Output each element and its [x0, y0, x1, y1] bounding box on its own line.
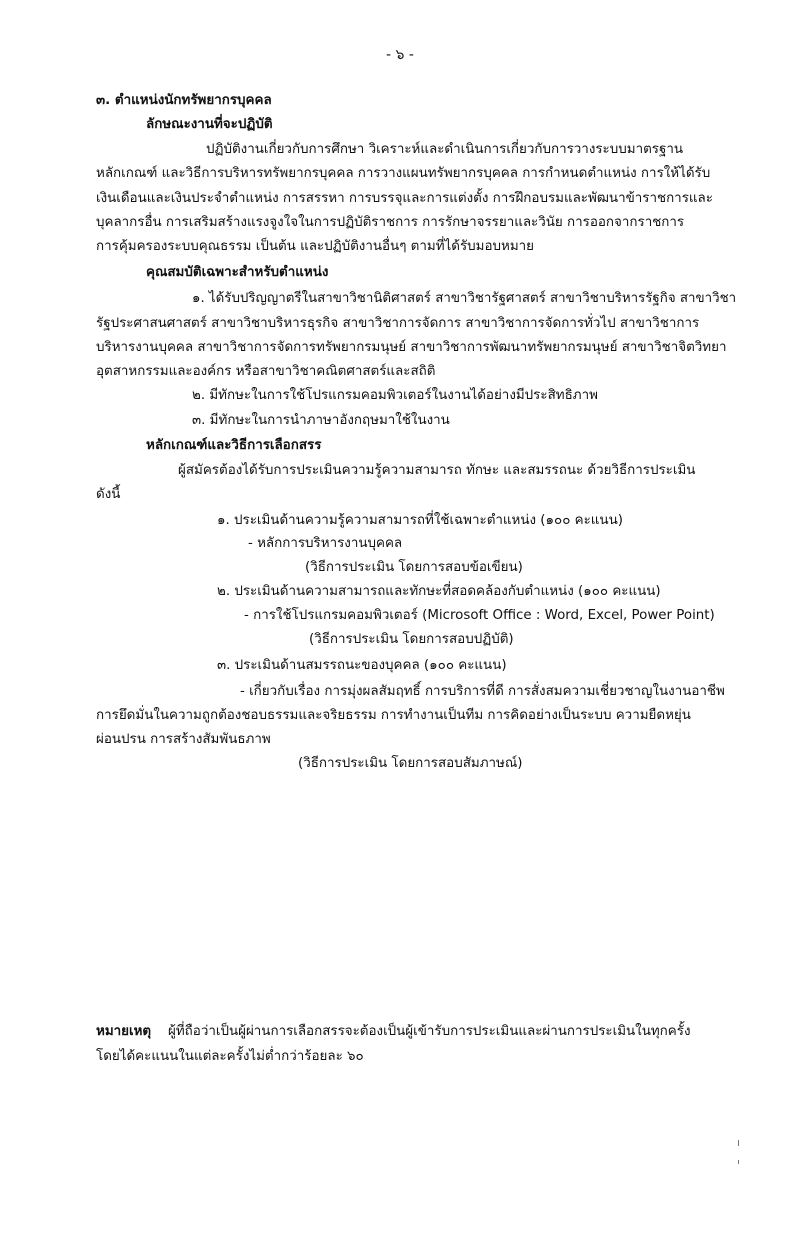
selection-label: หลักเกณฑ์และวิธีการเลือกสรร — [146, 438, 322, 453]
note-label: หมายเหตุ — [96, 1024, 152, 1039]
scan-artifact — [738, 1140, 739, 1146]
paragraph-line: การคุ้มครองระบบคุณธรรม เป็นต้น และปฏิบัติงานอื่นๆ ตามที่ได้รับมอบหมาย — [96, 239, 535, 254]
qualification-item-2: ๒. มีทักษะในการใช้โปรแกรมคอมพิวเตอร์ในงานได้อย่างมีประสิทธิภาพ — [192, 388, 598, 403]
criterion-method: (วิธีการประเมิน โดยการสอบข้อเขียน) — [305, 560, 523, 575]
note-line: โดยได้คะแนนในแต่ละครั้งไม่ต่ำกว่าร้อยละ ๖๐ — [96, 1049, 364, 1064]
criterion-method: (วิธีการประเมิน โดยการสอบสัมภาษณ์) — [298, 756, 523, 771]
paragraph-line: บุคลากรอื่น การเสริมสร้างแรงจูงใจในการปฏิบัติราชการ การรักษาจรรยาและวินัย การออกจากราชการ — [96, 215, 685, 230]
paragraph-line: อุตสาหกรรมและองค์กร หรือสาขาวิชาคณิตศาสตร์และสถิติ — [96, 364, 436, 379]
criterion-detail: - หลักการบริหารงานบุคคล — [248, 536, 403, 551]
selection-intro-line: ผู้สมัครต้องได้รับการประเมินความรู้ความสามารถ ทักษะ และสมรรถนะ ด้วยวิธีการประเมิน — [178, 463, 696, 478]
criterion-detail-line: ผ่อนปรน การสร้างสัมพันธภาพ — [96, 732, 271, 747]
criterion-title: ๓. ประเมินด้านสมรรถนะของบุคคล (๑๐๐ คะแนน) — [217, 658, 507, 673]
criterion-detail: - การใช้โปรแกรมคอมพิวเตอร์ (Microsoft Office : Word, Excel, Power Point) — [244, 608, 715, 623]
qualifications-label: คุณสมบัติเฉพาะสำหรับตำแหน่ง — [146, 265, 329, 280]
criterion-detail-line: - เกี่ยวกับเรื่อง การมุ่งผลสัมฤทธิ์ การบริการที่ดี การสั่งสมความเชี่ยวชาญในงานอาชีพ — [240, 684, 725, 699]
paragraph-line: หลักเกณฑ์ และวิธีการบริหารทรัพยากรบุคคล การวางแผนทรัพยากรบุคคล การกำหนดตำแหน่ง การให้ได้รับ — [96, 166, 711, 181]
duties-label: ลักษณะงานที่จะปฏิบัติ — [146, 117, 273, 132]
section-heading: ๓. ตำแหน่งนักทรัพยากรบุคคล — [96, 93, 272, 108]
page-number: - ๖ - — [386, 47, 414, 63]
note-line: ผู้ที่ถือว่าเป็นผู้ผ่านการเลือกสรรจะต้องเป็นผู้เข้ารับการประเมินและผ่านการประเมินในทุกครั้ง — [168, 1024, 691, 1039]
paragraph-line: บริหารงานบุคคล สาขาวิชาการจัดการทรัพยากรมนุษย์ สาขาวิชาการพัฒนาทรัพยากรมนุษย์ สาขาวิชาจิตวิทยา — [96, 340, 727, 355]
paragraph-line: ๑. ได้รับปริญญาตรีในสาขาวิชานิติศาสตร์ สาขาวิชารัฐศาสตร์ สาขาวิชาบริหารรัฐกิจ สาขาวิชา — [192, 291, 737, 306]
selection-intro-line: ดังนี้ — [96, 487, 121, 502]
paragraph-line: รัฐประศาสนศาสตร์ สาขาวิชาบริหารธุรกิจ สาขาวิชาการจัดการ สาขาวิชาการจัดการทั่วไป สาขาวิชาการ — [96, 316, 700, 331]
criterion-method: (วิธีการประเมิน โดยการสอบปฏิบัติ) — [309, 632, 514, 647]
paragraph-line: เงินเดือนและเงินประจำตำแหน่ง การสรรหา การบรรจุและการแต่งตั้ง การฝึกอบรมและพัฒนาข้าราชการและ — [96, 191, 713, 206]
qualification-item-3: ๓. มีทักษะในการนำภาษาอังกฤษมาใช้ในงาน — [192, 413, 450, 428]
criterion-title: ๒. ประเมินด้านความสามารถและทักษะที่สอดคล้องกับตำแหน่ง (๑๐๐ คะแนน) — [217, 584, 661, 599]
paragraph-line: ปฏิบัติงานเกี่ยวกับการศึกษา วิเคราะห์และดำเนินการเกี่ยวกับการวางระบบมาตรฐาน — [206, 142, 684, 157]
scan-artifact — [738, 1160, 739, 1164]
criterion-detail-line: การยึดมั่นในความถูกต้องชอบธรรมและจริยธรรม การทำงานเป็นทีม การคิดอย่างเป็นระบบ ความยืดหยุ่น — [96, 708, 691, 723]
criterion-title: ๑. ประเมินด้านความรู้ความสามารถที่ใช้เฉพาะตำแหน่ง (๑๐๐ คะแนน) — [217, 513, 623, 528]
